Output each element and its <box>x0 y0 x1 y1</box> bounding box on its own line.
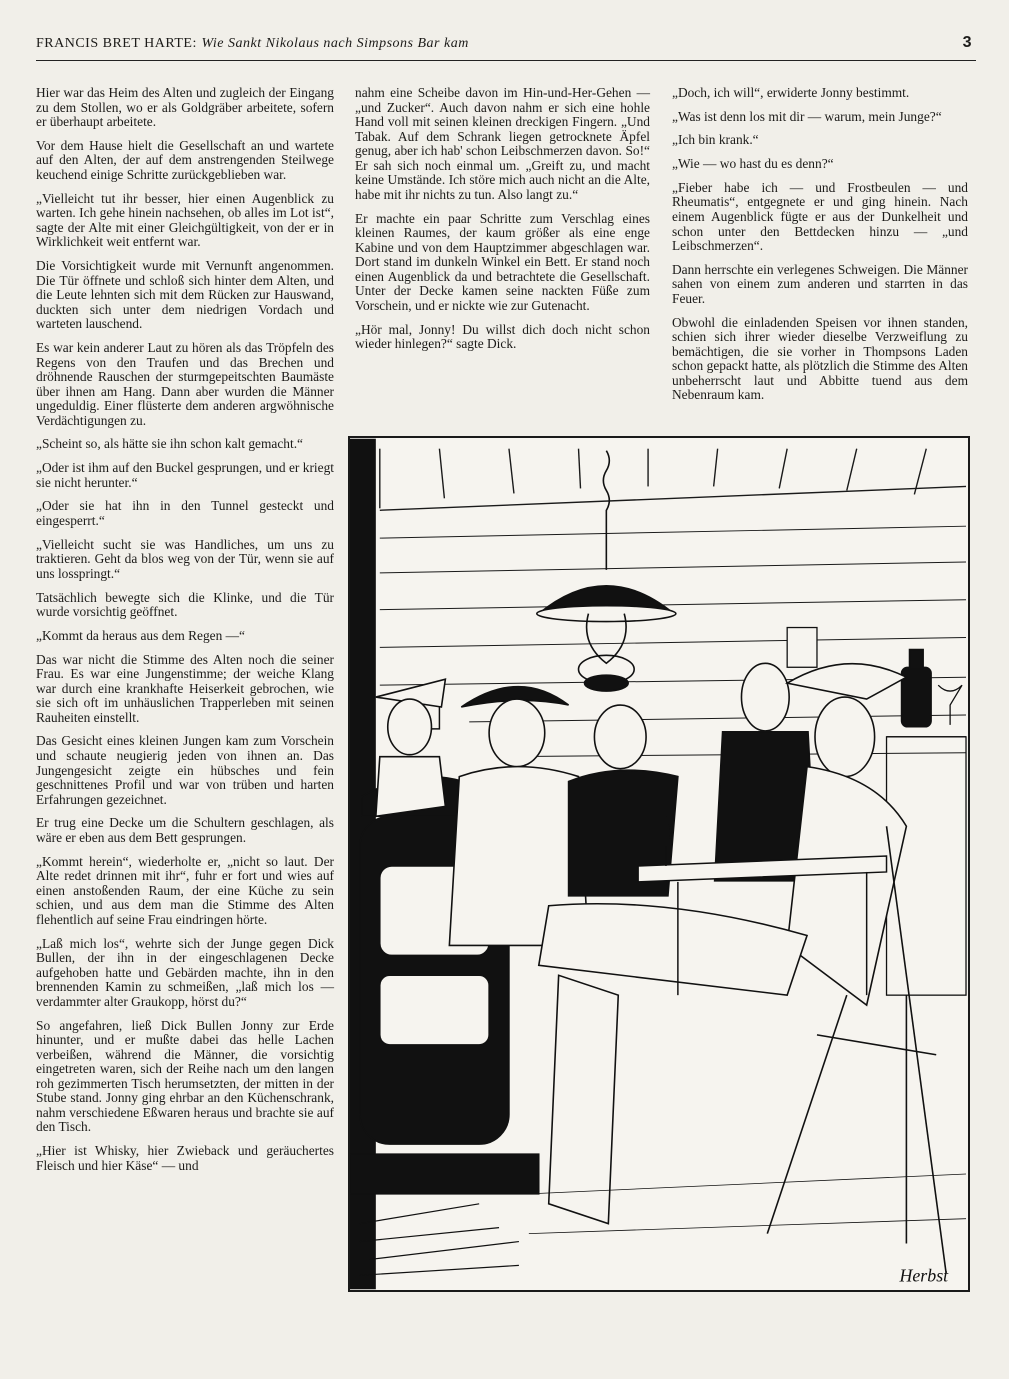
paragraph: „Laß mich los“, wehrte sich der Junge gegen Dick Bullen, der ihn in der eingeschlagenen Decke aufgehoben hatte und Gebärden machte, ihn in den brennenden Kamin zu schmeißen, „laß mich los — verdammter alter Graukopp, hörst du?“ <box>36 935 334 1009</box>
header-author: FRANCIS BRET HARTE: <box>36 36 197 51</box>
paragraph: Er machte ein paar Schritte zum Verschlag eines kleinen Raumes, der kaum größer als eine enge Kabine und von dem Hauptzimmer abgeschlagen war. Dort stand im dunkeln Winkel ein Bett. Er stand noch einen Augenblick da und betrachtete die Gesellschaft. Unter der Decke kamen seine nackten Füße zum Vorschein, und er nickte wie zur Gutenacht. <box>355 210 650 313</box>
paragraph: „Scheint so, als hätte sie ihn schon kalt gemacht.“ <box>36 436 303 452</box>
paragraph: Es war kein anderer Laut zu hören als das Tröpfeln des Regens von den Traufen und das Brechen und dröhnende Rauschen der sturmgepeitschten Baumäste über ihnen am Hang. Dann aber wurden die Männer ungeduldig. Einer flüsterte dem anderen argwöhnische Verdächtigungen zu. <box>36 339 334 428</box>
ceiling-beams <box>380 449 966 511</box>
paragraph: Das Gesicht eines kleinen Jungen kam zum Vorschein und schaute neugierig jeden von ihnen an. Das Jungengesicht zeigte ein hübsches und fein geschnittenes Profil und war von trüben und harten Erfahrungen gezeichnet. <box>36 733 334 807</box>
text-column-2 <box>355 86 650 361</box>
hanging-lamp <box>537 451 676 691</box>
page-number: 3 <box>962 34 972 51</box>
text-column-1 <box>36 86 334 1182</box>
paragraph: „Kommt herein“, wiederholte er, „nicht so laut. Der Alte redet drinnen mit ihr“, fuhr er fort und wies auf einen anstoßenden Raum, der eine Küche zu sein schien, und aus dem man die Stimme des Alten flehentlich auf seine Frau eindringen hörte. <box>36 853 334 927</box>
paragraph: „Wie — wo hast du es denn?“ <box>672 156 834 172</box>
paragraph: So angefahren, ließ Dick Bullen Jonny zur Erde hinunter, und er mußte dabei das helle Lachen verbeißen, während die Männer, die vorsichtig eingetreten waren, sich der Reihe nach um den langen roh gezimmerten Tisch herumsetzten, der mitten in der Stube stand. Jonny ging ehrbar an den Küchenschrank, nahm verschiedene Eßwaren heraus und brachte sie auf den Tisch. <box>36 1017 334 1135</box>
paragraph: „Doch, ich will“, erwiderte Jonny bestimmt. <box>672 85 910 100</box>
paragraph: „Hör mal, Jonny! Du willst dich doch nicht schon wieder hinlegen?“ sagte Dick. <box>355 321 650 352</box>
paragraph: Dann herrschte ein verlegenes Schweigen. Die Männer sahen von einem zum anderen und starrten in das Feuer. <box>672 261 968 306</box>
paragraph: Obwohl die einladenden Speisen vor ihnen standen, schien sich ihrer wieder dieselbe Verzweiflung zu bemächtigen, die sie vorher in Thompsons Laden schon gepackt hatte, als plötzlich die Stimme des Alten unbeherrscht laut und Abbitte tuend aus dem Nebenraum kam. <box>672 314 968 403</box>
illustration-cabin-scene <box>348 436 970 1292</box>
paragraph: „Hier ist Whisky, hier Zwieback und geräuchertes Fleisch und hier Käse“ — und <box>36 1143 334 1173</box>
illustration-drawing <box>350 438 968 1290</box>
paragraph: „Kommt da heraus aus dem Regen —“ <box>36 627 245 643</box>
paragraph: Hier war das Heim des Alten und zugleich der Eingang zu dem Stollen, wo er als Goldgräber arbeitete, sofern er überhaupt arbeitete. <box>36 85 334 130</box>
header-title: Wie Sankt Nikolaus nach Simpsons Bar kam <box>201 36 469 51</box>
text-column-3 <box>672 86 968 412</box>
paragraph: Vor dem Hause hielt die Gesellschaft an und wartete auf den Alten, der auf dem anstrengenden Steilwege keuchend einige Schritte zurückgeblieben war. <box>36 137 334 182</box>
paragraph: Tatsächlich bewegte sich die Klinke, und die Tür wurde vorsichtig geöffnet. <box>36 589 334 620</box>
paragraph: Er trug eine Decke um die Schultern geschlagen, als wäre er eben aus dem Bett gesprungen. <box>36 815 334 845</box>
paragraph: „Oder ist ihm auf den Buckel gesprungen, und er kriegt sie nicht herunter.“ <box>36 460 334 490</box>
paragraph: „Was ist denn los mit dir — warum, mein Junge?“ <box>672 108 942 124</box>
paragraph: nahm eine Scheibe davon im Hin-und-Her-Gehen — „und Zucker“. Auch davon nahm er sich eine hohle Hand voll mit seinen kleinen dreckigen Fingern. „Und Tabak. Auf dem Schrank liegen getrocknete Äpfel genug, aber ich hab' schon Leibschmerzen davon. So!“ Er sah sich noch einmal um. „Greift zu, und macht keine Umstände. Ich störe mich auch nicht an die Alte, habe mit ihr nichts zu tun. Also langt zu.“ <box>355 85 650 202</box>
paragraph: „Fieber habe ich — und Frostbeulen — und Rheumatis“, entgegnete er und ging hinein. Nach einem Augenblick fügte er aus der Dunkelheit und schon unter den Bettdecken hinzu — „und Leibschmerzen“. <box>672 179 968 254</box>
paragraph: „Ich bin krank.“ <box>672 132 759 148</box>
paragraph: Das war nicht die Stimme des Alten noch die seiner Frau. Es war eine Jungenstimme; der weiche Klang war durch eine krankhafte Heiserkeit gebrochen, wie sie sich oft im unhäuslichen Trapperleben mit seinen Rauheiten einstellt. <box>36 651 334 725</box>
paragraph: „Vielleicht sucht sie was Handliches, um uns zu traktieren. Geht da blos weg von der Tür, wenn sie auf uns losspringt.“ <box>36 536 334 581</box>
log-wall <box>380 526 966 757</box>
paragraph: „Oder sie hat ihn in den Tunnel gesteckt und eingesperrt.“ <box>36 498 334 528</box>
firewood-pile <box>360 1204 519 1276</box>
paragraph: „Vielleicht tut ihr besser, hier einen Augenblick zu warten. Ich gehe hinein nachsehen, ob alles im Lot ist“, sagte der Alte mit einer Gleichgültigkeit, von der er in Wirklichkeit weit entfernt war. <box>36 190 334 250</box>
artist-signature: Herbst <box>899 1265 949 1286</box>
paragraph: Die Vorsichtigkeit wurde mit Vernunft angenommen. Die Tür öffnete und schloß sich hinter dem Alten, und die Leute lehnten sich mit dem Rücken zur Hauswand, duckten sich unter dem niedrigen Vordach und warteten lauschend. <box>36 258 334 332</box>
running-header <box>36 36 976 61</box>
